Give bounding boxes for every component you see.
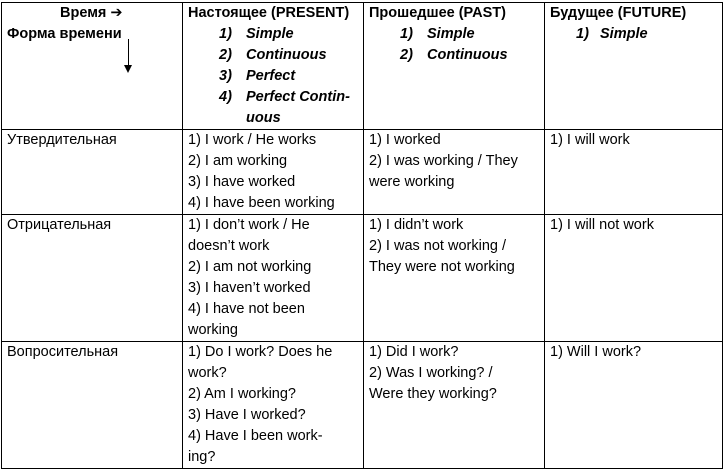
present-cell: 1) I don’t work / He doesn’t work 2) I am not working 3) I haven’t worked 4) I have not been working [183,215,364,342]
past-cell: 1) Did I work? 2) Was I working? / Were they working? [364,342,545,469]
future-cell: 1) I will work [545,130,723,215]
present-cell: 1) I work / He works 2) I am working 3) I have worked 4) I have been working [183,130,364,215]
form-item: 1) Simple [400,26,475,42]
row-label: Утвердительная [2,130,183,215]
row-label: Вопросительная [2,342,183,469]
form-item-continuation: uous [246,110,281,126]
future-cell: 1) I will not work [545,215,723,342]
row-label: Отрицательная [2,215,183,342]
future-header [545,3,723,130]
present-cell: 1) Do I work? Does he work? 2) Am I working? 3) Have I worked? 4) Have I been work- ing? [183,342,364,469]
future-forms [550,24,717,45]
header-row [2,3,723,130]
table-row [2,342,723,469]
past-cell: 1) I worked 2) I was working / They were working [364,130,545,215]
form-label: Форма времени [7,26,122,42]
form-item: 3) Perfect [219,68,296,84]
tenses-table [1,2,723,469]
form-item: 2) Continuous [219,47,327,63]
form-item: 4) Perfect Contin- [219,89,350,105]
past-title: Прошедшее (PAST) [369,5,506,21]
form-item: 1) Simple [219,26,294,42]
present-header [183,3,364,130]
past-header [364,3,545,130]
table-row [2,130,723,215]
past-cell: 1) I didn’t work 2) I was not working / They were not working [364,215,545,342]
future-title: Будущее (FUTURE) [550,5,687,21]
table-row [2,215,723,342]
present-title: Настоящее (PRESENT) [188,5,350,21]
form-item: 1) Simple [576,26,648,42]
right-arrow-icon: ➔ [110,5,123,21]
time-label: Время [60,5,107,21]
present-forms [188,24,358,129]
past-forms [369,24,539,66]
future-cell: 1) Will I work? [545,342,723,469]
corner-cell [2,3,183,130]
form-item: 2) Continuous [400,47,508,63]
